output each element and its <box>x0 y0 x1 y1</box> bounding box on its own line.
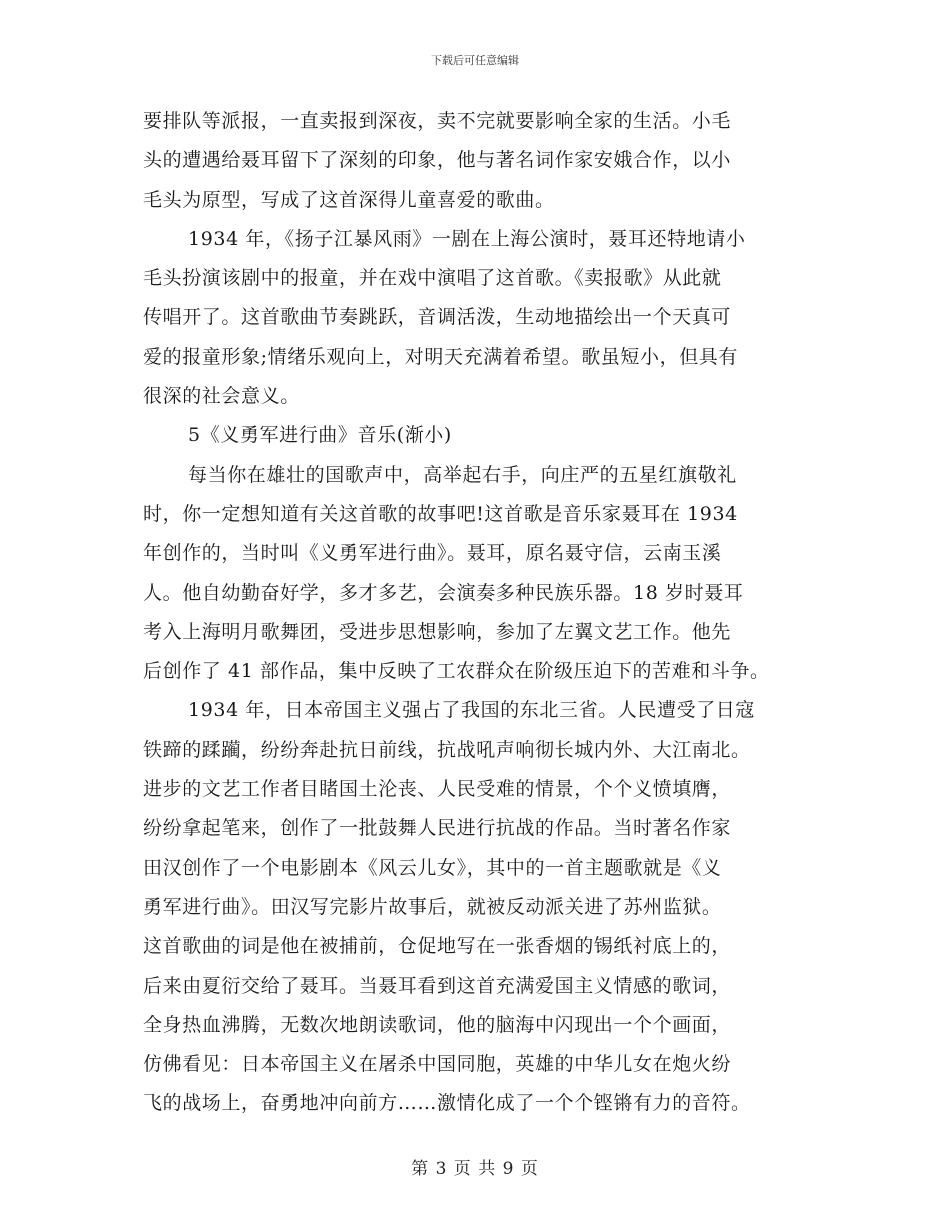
text-line: 全身热血沸腾，无数次地朗读歌词，他的脑海中闪现出一个个画面， <box>143 1013 732 1036</box>
text-line: 勇军进行曲》。田汉写完影片故事后，就被反动派关进了苏州监狱。 <box>143 895 722 918</box>
text-line: 田汉创作了一个电影剧本《风云儿女》，其中的一首主题歌就是《义 <box>143 856 722 879</box>
page-header: 下载后可任意编辑 <box>431 54 519 67</box>
text-line: 5《义勇军进行曲》音乐(渐小) <box>188 424 452 447</box>
text-line: 每当你在雄壮的国歌声中，高举起右手，向庄严的五星红旗敬礼 <box>188 463 737 486</box>
text-line: 人。他自幼勤奋好学，多才多艺，会演奏多种民族乐器。18 岁时聂耳 <box>143 581 744 604</box>
text-line: 仿佛看见：日本帝国主义在屠杀中国同胞，英雄的中华儿女在炮火纷 <box>143 1053 732 1076</box>
text-line: 铁蹄的蹂躏，纷纷奔赴抗日前线，抗战吼声响彻长城内外、大江南北。 <box>143 738 751 761</box>
text-line: 毛头扮演该剧中的报童，并在戏中演唱了这首歌。《卖报歌》从此就 <box>143 267 722 290</box>
text-line: 爱的报童形象;情绪乐观向上，对明天充满着希望。歌虽短小，但具有 <box>143 345 739 368</box>
text-line: 年创作的，当时叫《义勇军进行曲》。聂耳，原名聂守信，云南玉溪 <box>143 542 722 565</box>
text-line: 这首歌曲的词是他在被捕前，仓促地写在一张香烟的锡纸衬底上的， <box>143 935 732 958</box>
text-line: 很深的社会意义。 <box>143 385 300 408</box>
text-line: 头的遭遇给聂耳留下了深刻的印象，他与著名词作家安娥合作，以小 <box>143 149 732 172</box>
text-line: 后来由夏衍交给了聂耳。当聂耳看到这首充满爱国主义情感的歌词， <box>143 974 732 997</box>
text-line: 时，你一定想知道有关这首歌的故事吧!这首歌是音乐家聂耳在 1934 <box>143 502 738 525</box>
text-line: 纷纷拿起笔来，创作了一批鼓舞人民进行抗战的作品。当时著名作家 <box>143 817 732 840</box>
text-line: 飞的战场上，奋勇地冲向前方……激情化成了一个个铿锵有力的音符。 <box>143 1092 751 1115</box>
document-body <box>143 102 833 1124</box>
text-line: 1934 年，日本帝国主义强占了我国的东北三省。人民遭受了日寇 <box>188 699 755 722</box>
text-line: 毛头为原型，写成了这首深得儿童喜爱的歌曲。 <box>143 188 555 211</box>
page-footer: 第 3 页 共 9 页 <box>411 1159 539 1179</box>
text-line: 后创作了 41 部作品，集中反映了工农群众在阶级压迫下的苦难和斗争。 <box>143 660 770 683</box>
text-line: 进步的文艺工作者目睹国土沦丧、人民受难的情景，个个义愤填膺， <box>143 778 732 801</box>
text-line: 要排队等派报，一直卖报到深夜，卖不完就要影响全家的生活。小毛 <box>143 110 732 132</box>
text-line: 1934 年，《扬子江暴风雨》一剧在上海公演时，聂耳还特地请小 <box>188 227 746 250</box>
text-line: 考入上海明月歌舞团，受进步思想影响，参加了左翼文艺工作。他先 <box>143 620 732 643</box>
text-line: 传唱开了。这首歌曲节奏跳跃，音调活泼，生动地描绘出一个天真可 <box>143 306 732 329</box>
